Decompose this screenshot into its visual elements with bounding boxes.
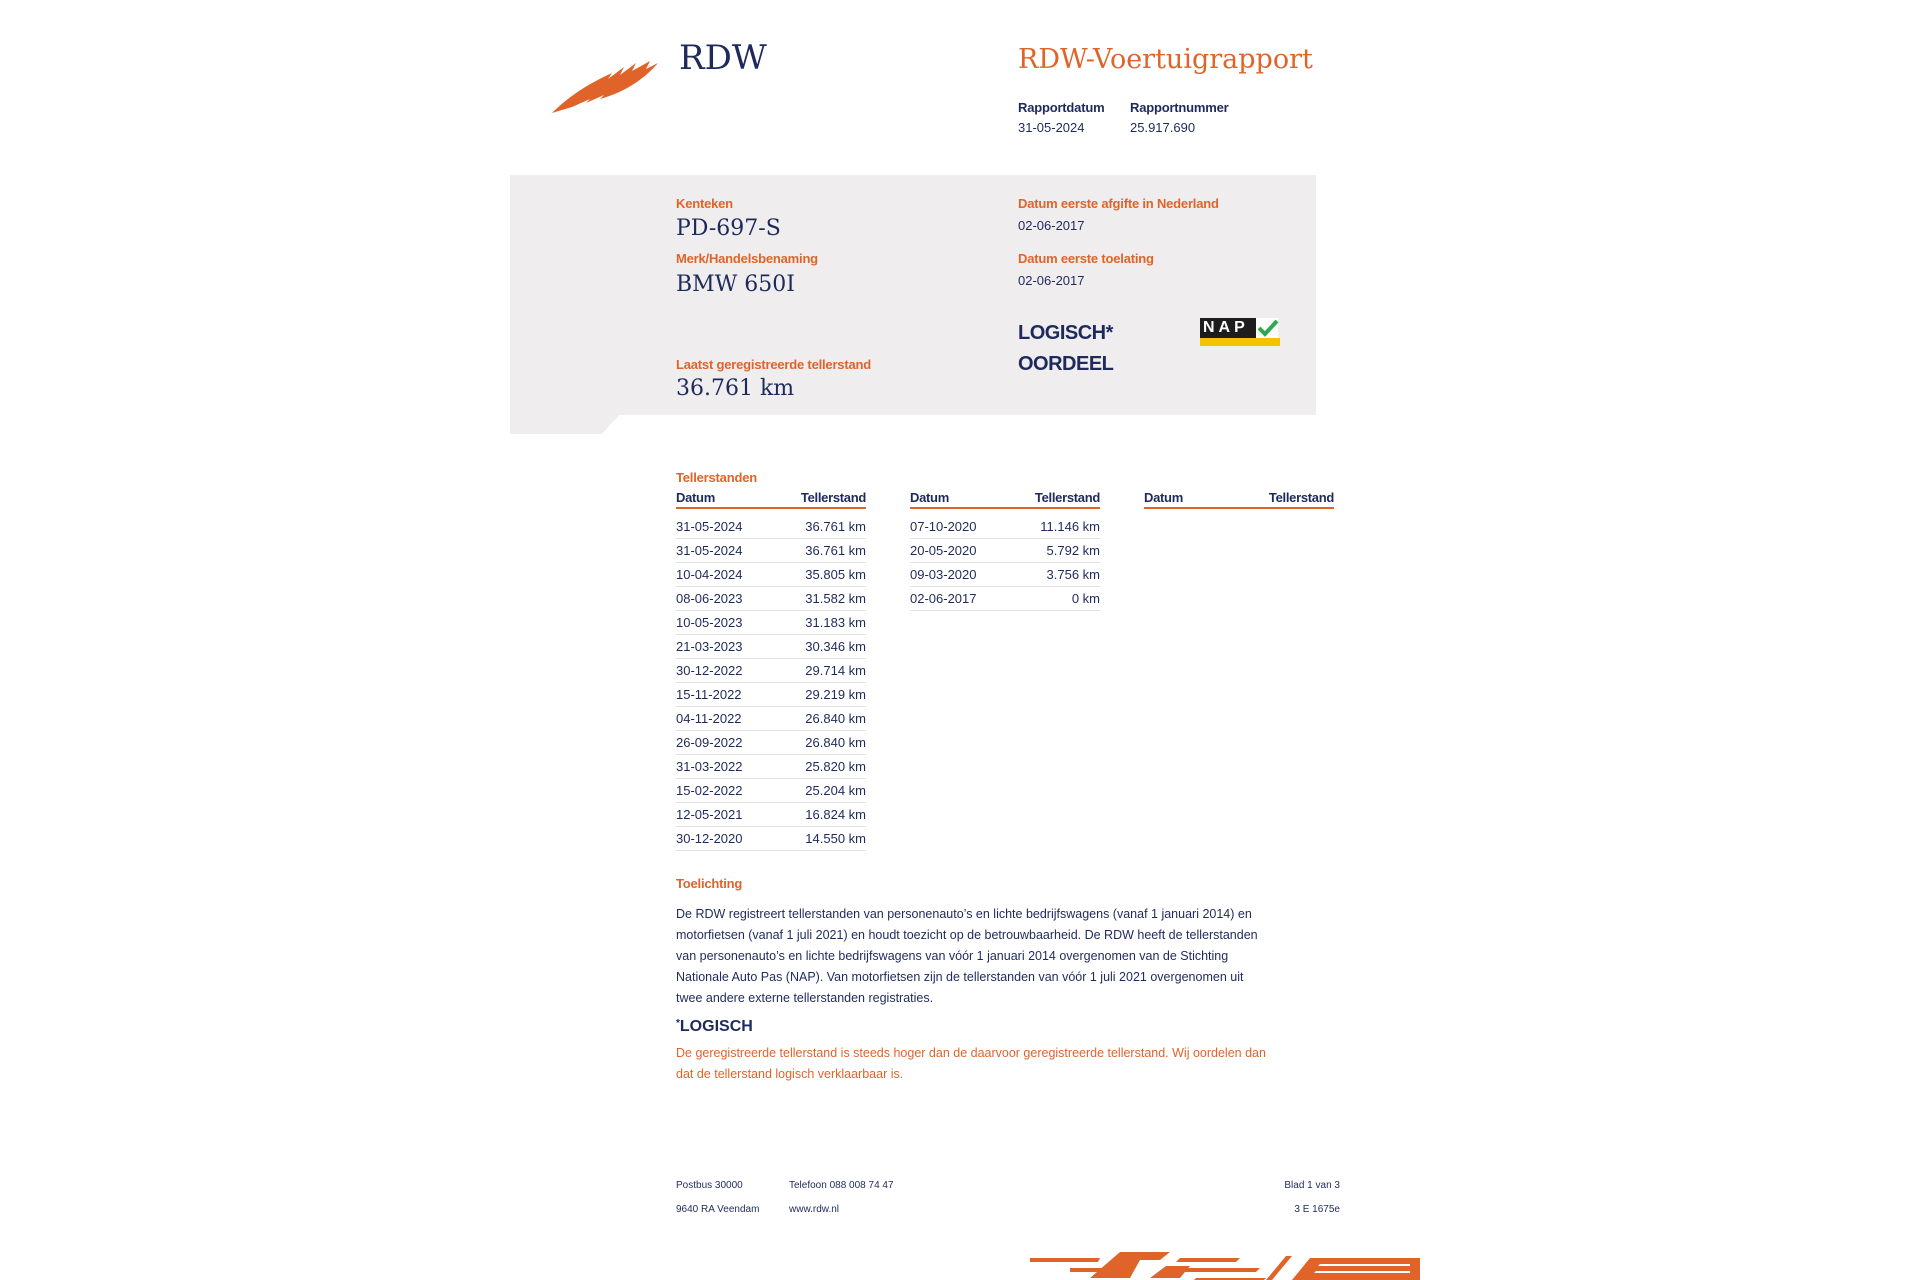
- reading-km: 36.761 km: [805, 519, 866, 534]
- footer-phone: Telefoon 088 008 74 47: [789, 1180, 894, 1191]
- table-row: [910, 515, 1100, 539]
- reading-km: 35.805 km: [805, 567, 866, 582]
- reading-date: 07-10-2020: [910, 519, 977, 534]
- table-row: [676, 683, 866, 707]
- reading-date: 15-11-2022: [676, 687, 742, 702]
- reading-km: 11.146 km: [1040, 519, 1100, 534]
- table-row: [910, 563, 1100, 587]
- readings-column-1: [676, 490, 866, 851]
- table-row: [676, 515, 866, 539]
- reading-date: 31-03-2022: [676, 759, 743, 774]
- check-icon: [1256, 318, 1280, 340]
- reading-date: 09-03-2020: [910, 567, 977, 582]
- col-reading-header: Tellerstand: [800, 490, 866, 505]
- table-row: [676, 779, 866, 803]
- col-reading-header: Tellerstand: [1268, 490, 1334, 505]
- reading-km: 26.840 km: [805, 735, 866, 750]
- first-issue-nl-value: 02-06-2017: [1018, 218, 1085, 233]
- report-number: 25.917.690: [1130, 120, 1196, 135]
- readings-title: Tellerstanden: [676, 470, 757, 485]
- decorative-stripes: [1030, 1250, 1420, 1280]
- explanation-line: Nationale Auto Pas (NAP). Van motorfietsen zijn de tellerstanden van vóór 1 juli 2021 overgenomen uit: [676, 970, 1244, 984]
- logisch-heading: [676, 1018, 753, 1036]
- reading-km: 31.582 km: [805, 591, 866, 606]
- reading-km: 5.792 km: [1046, 543, 1100, 558]
- footer-postal: 9640 RA Veendam: [676, 1204, 760, 1215]
- explanation-text: [676, 904, 1336, 1009]
- reading-km: 29.714 km: [805, 663, 866, 678]
- table-row: [676, 755, 866, 779]
- reading-date: 31-05-2024: [676, 519, 743, 534]
- report-date-label: Rapportdatum: [1018, 100, 1105, 115]
- logisch-line: De geregistreerde tellerstand is steeds hoger dan de daarvoor geregistreerde tellerstand. Wij oordelen dan: [676, 1046, 1266, 1060]
- last-odometer-label: Laatst geregistreerde tellerstand: [676, 357, 871, 372]
- table-row: [676, 659, 866, 683]
- brand-label: Merk/Handelsbenaming: [676, 251, 818, 266]
- reading-km: 25.204 km: [805, 783, 866, 798]
- org-name: RDW: [679, 38, 767, 78]
- verdict-line1: LOGISCH*: [1018, 322, 1113, 344]
- table-row: [676, 635, 866, 659]
- logisch-line: dat de tellerstand logisch verklaarbaar is.: [676, 1067, 904, 1081]
- reading-date: 15-02-2022: [676, 783, 743, 798]
- table-row: [676, 827, 866, 851]
- report-page: [510, 0, 1420, 1280]
- table-row: [676, 707, 866, 731]
- reading-km: 36.761 km: [805, 543, 866, 558]
- first-issue-nl-label: Datum eerste afgifte in Nederland: [1018, 196, 1219, 211]
- logisch-text: [676, 1043, 1336, 1085]
- reading-date: 30-12-2022: [676, 663, 743, 678]
- col-date-header: Datum: [1144, 490, 1183, 505]
- reading-km: 3.756 km: [1046, 567, 1100, 582]
- col-date-header: Datum: [676, 490, 715, 505]
- table-row: [676, 539, 866, 563]
- first-admission-value: 02-06-2017: [1018, 273, 1085, 288]
- reading-km: 29.219 km: [805, 687, 866, 702]
- table-row: [910, 539, 1100, 563]
- reading-date: 31-05-2024: [676, 543, 743, 558]
- plate-label: Kenteken: [676, 196, 733, 211]
- reading-date: 26-09-2022: [676, 735, 743, 750]
- footer-page: Blad 1 van 3: [1284, 1180, 1340, 1191]
- table-header: [676, 490, 866, 509]
- reading-km: 31.183 km: [805, 615, 866, 630]
- reading-date: 10-04-2024: [676, 567, 743, 582]
- reading-date: 12-05-2021: [676, 807, 743, 822]
- reading-km: 25.820 km: [805, 759, 866, 774]
- reading-km: 14.550 km: [805, 831, 866, 846]
- report-date: 31-05-2024: [1018, 120, 1085, 135]
- nap-badge: [1200, 318, 1280, 348]
- table-row: [676, 611, 866, 635]
- explanation-line: twee andere externe tellerstanden registraties.: [676, 991, 934, 1005]
- info-box-tab: [510, 414, 620, 434]
- report-title: RDW-Voertuigrapport: [1018, 44, 1313, 75]
- vehicle-info-box: [510, 175, 1316, 415]
- last-odometer-value: 36.761 km: [676, 376, 795, 401]
- col-reading-header: Tellerstand: [1034, 490, 1100, 505]
- reading-date: 08-06-2023: [676, 591, 743, 606]
- nap-badge-label: NAP: [1200, 318, 1265, 338]
- col-date-header: Datum: [910, 490, 949, 505]
- table-row: [676, 587, 866, 611]
- logisch-title: LOGISCH: [679, 1018, 753, 1035]
- reading-km: 0 km: [1071, 591, 1100, 606]
- reading-date: 02-06-2017: [910, 591, 977, 606]
- reading-km: 26.840 km: [805, 711, 866, 726]
- reading-km: 16.824 km: [805, 807, 866, 822]
- table-header: [1144, 490, 1334, 509]
- verdict-line2: OORDEEL: [1018, 353, 1114, 375]
- reading-date: 21-03-2023: [676, 639, 743, 654]
- readings-column-3: [1144, 490, 1334, 509]
- reading-date: 04-11-2022: [676, 711, 742, 726]
- table-row: [910, 587, 1100, 611]
- reading-date: 10-05-2023: [676, 615, 743, 630]
- footer-website[interactable]: www.rdw.nl: [789, 1204, 840, 1215]
- explanation-line: motorfietsen (vanaf 1 juli 2021) en houdt toezicht op de betrouwbaarheid. De RDW heeft de tellerstanden: [676, 928, 1258, 942]
- reading-date: 30-12-2020: [676, 831, 743, 846]
- table-row: [676, 563, 866, 587]
- readings-column-2: [910, 490, 1100, 611]
- rdw-logo-icon: [550, 55, 660, 115]
- brand-value: BMW 650I: [676, 272, 795, 297]
- reading-km: 30.346 km: [805, 639, 866, 654]
- first-admission-label: Datum eerste toelating: [1018, 251, 1154, 266]
- table-header: [910, 490, 1100, 509]
- explanation-line: van personenauto’s en lichte bedrijfswagens van vóór 1 januari 2014 overgenomen van de Stichting: [676, 949, 1229, 963]
- table-row: [676, 803, 866, 827]
- footer-code: 3 E 1675e: [1294, 1204, 1340, 1215]
- explanation-title: Toelichting: [676, 876, 743, 891]
- report-number-label: Rapportnummer: [1130, 100, 1229, 115]
- reading-date: 20-05-2020: [910, 543, 977, 558]
- logisch-star: *: [676, 1018, 680, 1029]
- table-row: [676, 731, 866, 755]
- footer-po-box: Postbus 30000: [676, 1180, 743, 1191]
- explanation-line: De RDW registreert tellerstanden van personenauto’s en lichte bedrijfswagens (vanaf 1 januari 2014) en: [676, 907, 1252, 921]
- plate-value: PD-697-S: [676, 216, 781, 241]
